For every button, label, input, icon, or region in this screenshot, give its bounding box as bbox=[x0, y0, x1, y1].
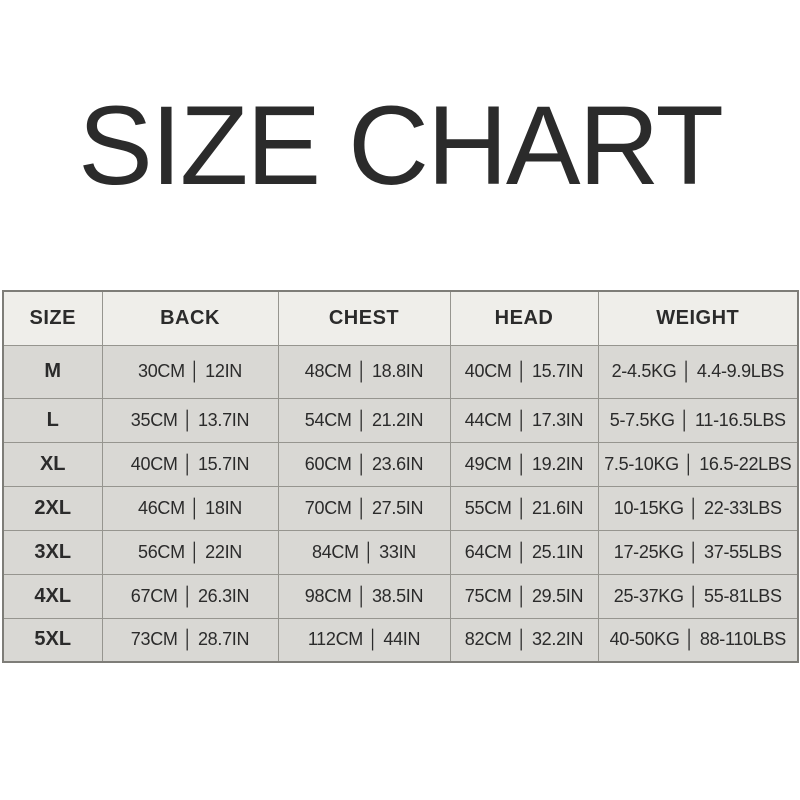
weight-cell: 40-50KG │ 88-110LBS bbox=[598, 618, 798, 662]
column-header-size: SIZE bbox=[3, 291, 102, 345]
size-chart-table bbox=[2, 290, 799, 663]
back-cell: 56CM │ 22IN bbox=[102, 530, 278, 574]
weight-cell: 17-25KG │ 37-55LBS bbox=[598, 530, 798, 574]
back-cell: 30CM │ 12IN bbox=[102, 345, 278, 398]
head-cell: 64CM │ 25.1IN bbox=[450, 530, 598, 574]
weight-cell: 25-37KG │ 55-81LBS bbox=[598, 574, 798, 618]
size-cell: 5XL bbox=[3, 618, 102, 662]
head-cell: 40CM │ 15.7IN bbox=[450, 345, 598, 398]
page-title: SIZE CHART bbox=[78, 83, 722, 208]
head-cell: 55CM │ 21.6IN bbox=[450, 486, 598, 530]
back-cell: 35CM │ 13.7IN bbox=[102, 398, 278, 442]
column-header-head: HEAD bbox=[450, 291, 598, 345]
back-cell: 73CM │ 28.7IN bbox=[102, 618, 278, 662]
chest-cell: 98CM │ 38.5IN bbox=[278, 574, 450, 618]
weight-cell: 2-4.5KG │ 4.4-9.9LBS bbox=[598, 345, 798, 398]
table-row-l bbox=[3, 398, 798, 442]
back-cell: 40CM │ 15.7IN bbox=[102, 442, 278, 486]
chest-cell: 60CM │ 23.6IN bbox=[278, 442, 450, 486]
chest-cell: 48CM │ 18.8IN bbox=[278, 345, 450, 398]
chest-cell: 54CM │ 21.2IN bbox=[278, 398, 450, 442]
chest-cell: 70CM │ 27.5IN bbox=[278, 486, 450, 530]
back-cell: 46CM │ 18IN bbox=[102, 486, 278, 530]
size-cell: XL bbox=[3, 442, 102, 486]
weight-cell: 7.5-10KG │ 16.5-22LBS bbox=[598, 442, 798, 486]
chest-cell: 112CM │ 44IN bbox=[278, 618, 450, 662]
table-row-2xl bbox=[3, 486, 798, 530]
size-cell: 4XL bbox=[3, 574, 102, 618]
size-cell: M bbox=[3, 345, 102, 398]
chest-cell: 84CM │ 33IN bbox=[278, 530, 450, 574]
head-cell: 49CM │ 19.2IN bbox=[450, 442, 598, 486]
table-row-m bbox=[3, 345, 798, 398]
column-header-weight: WEIGHT bbox=[598, 291, 798, 345]
weight-cell: 5-7.5KG │ 11-16.5LBS bbox=[598, 398, 798, 442]
table-row-4xl bbox=[3, 574, 798, 618]
size-cell: 2XL bbox=[3, 486, 102, 530]
column-header-chest: CHEST bbox=[278, 291, 450, 345]
back-cell: 67CM │ 26.3IN bbox=[102, 574, 278, 618]
head-cell: 44CM │ 17.3IN bbox=[450, 398, 598, 442]
size-cell: 3XL bbox=[3, 530, 102, 574]
head-cell: 82CM │ 32.2IN bbox=[450, 618, 598, 662]
table-row-xl bbox=[3, 442, 798, 486]
weight-cell: 10-15KG │ 22-33LBS bbox=[598, 486, 798, 530]
table-header-row bbox=[3, 291, 798, 345]
table-row-5xl bbox=[3, 618, 798, 662]
column-header-back: BACK bbox=[102, 291, 278, 345]
table-row-3xl bbox=[3, 530, 798, 574]
size-cell: L bbox=[3, 398, 102, 442]
head-cell: 75CM │ 29.5IN bbox=[450, 574, 598, 618]
